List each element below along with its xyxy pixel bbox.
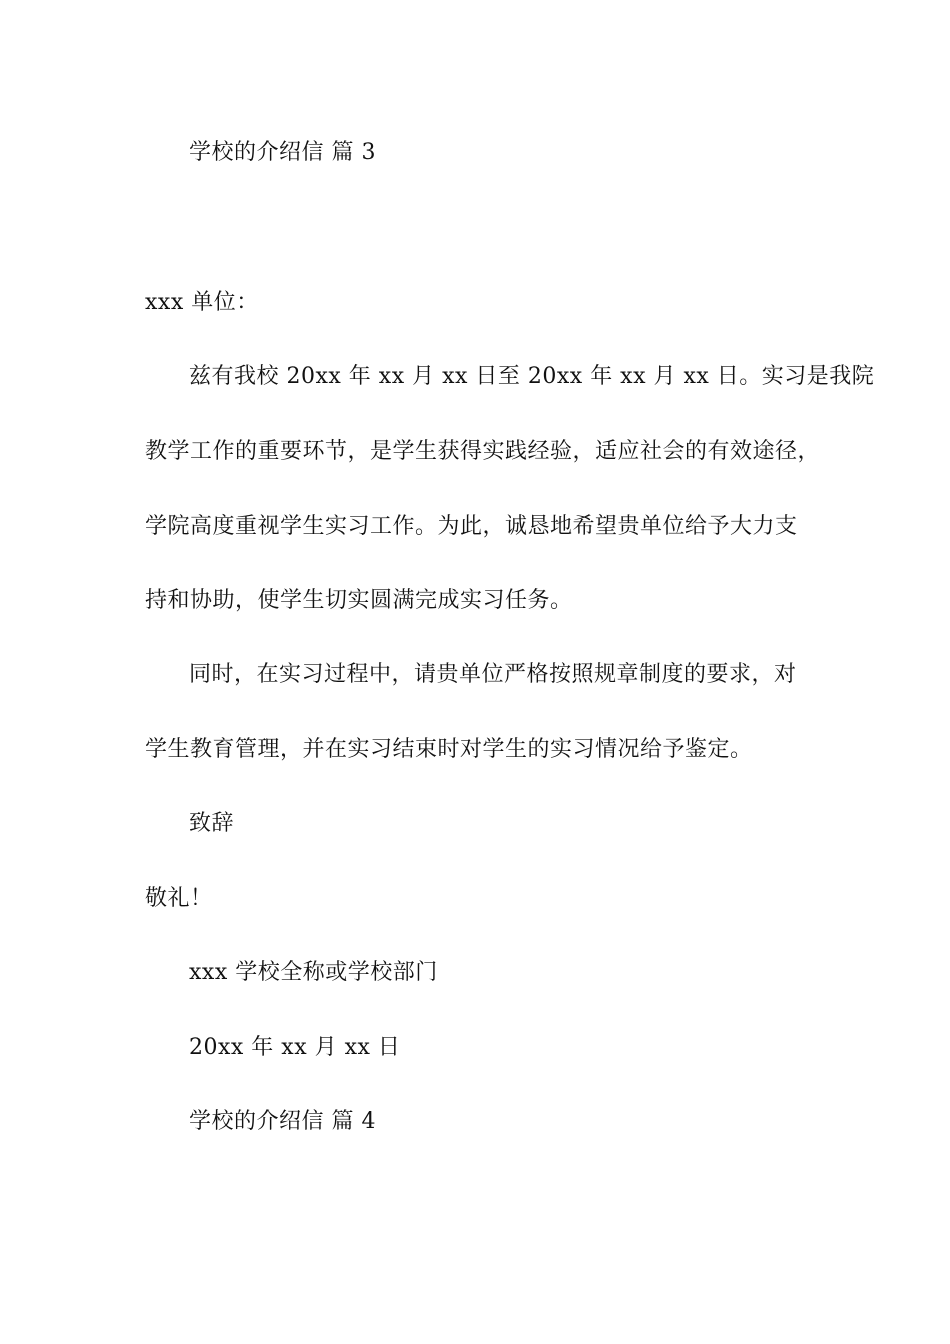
paragraph-2-line-2: 学生教育管理，并在实习结束时对学生的实习情况给予鉴定。 bbox=[145, 737, 753, 762]
paragraph-1-line-2: 教学工作的重要环节，是学生获得实践经验，适应社会的有效途径， bbox=[145, 439, 821, 464]
paragraph-2-line-1: 同时，在实习过程中，请贵单位严格按照规章制度的要求，对 bbox=[189, 662, 797, 687]
date-line: 20xx 年 xx 月 xx 日 bbox=[189, 1035, 401, 1060]
paragraph-1-line-1: 兹有我校 20xx 年 xx 月 xx 日至 20xx 年 xx 月 xx 日。实习是我院 bbox=[189, 364, 875, 389]
letter-heading-4: 学校的介绍信 篇 4 bbox=[189, 1109, 376, 1134]
signature-line: xxx 学校全称或学校部门 bbox=[189, 960, 438, 985]
closing-greeting: 致辞 bbox=[189, 811, 235, 836]
letter-salutation: xxx 单位： bbox=[145, 290, 259, 315]
paragraph-1-line-4: 持和协助，使学生切实圆满完成实习任务。 bbox=[145, 588, 573, 613]
letter-heading-3: 学校的介绍信 篇 3 bbox=[189, 140, 376, 165]
paragraph-1-line-3: 学院高度重视学生实习工作。为此，诚恳地希望贵单位给予大力支 bbox=[145, 514, 798, 539]
closing-salute: 敬礼！ bbox=[145, 886, 213, 911]
